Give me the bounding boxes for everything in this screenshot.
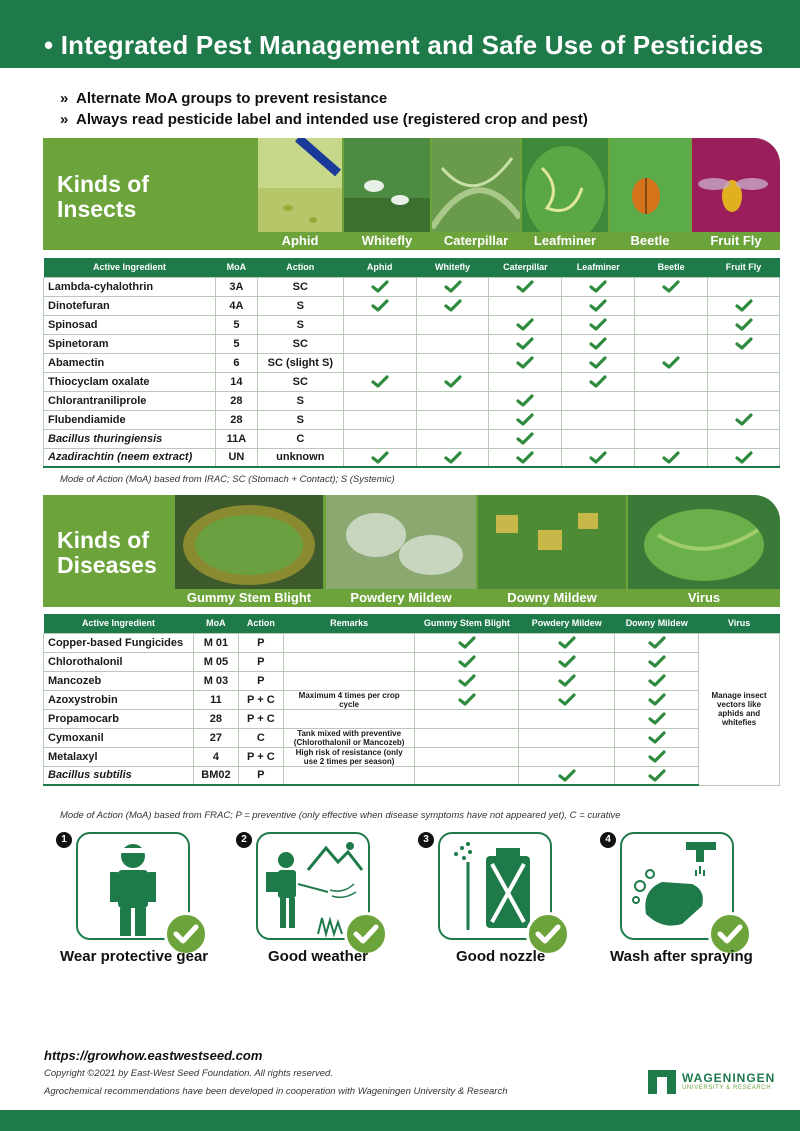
photo-label: Downy Mildew [478, 589, 626, 607]
check-icon [648, 674, 666, 686]
moa-cell: UN [215, 448, 257, 467]
active-ingredient-cell: Metalaxyl [44, 747, 194, 766]
diseases-table [43, 614, 780, 786]
check-icon [648, 731, 666, 743]
moa-cell: M 05 [193, 652, 238, 671]
check-cell [416, 410, 489, 429]
moa-cell: 3A [215, 277, 257, 296]
check-cell [519, 690, 615, 709]
check-cell [416, 334, 489, 353]
table-row [44, 747, 780, 766]
check-cell [635, 334, 708, 353]
table-row [44, 410, 780, 429]
table-row [44, 728, 780, 747]
footer-copyright: Copyright ©2021 by East-West Seed Foundation. All rights reserved. [44, 1068, 333, 1079]
step-number: 3 [418, 832, 434, 848]
check-icon [558, 693, 576, 705]
moa-cell: 6 [215, 353, 257, 372]
check-cell [708, 410, 780, 429]
diseases-title-line2: Diseases [57, 552, 157, 578]
active-ingredient-cell: Azoxystrobin [44, 690, 194, 709]
moa-cell: 4A [215, 296, 257, 315]
check-icon [371, 280, 389, 292]
check-icon [558, 655, 576, 667]
step-number: 2 [236, 832, 252, 848]
check-cell [562, 315, 635, 334]
table-row [44, 652, 780, 671]
check-cell [519, 766, 615, 785]
photo-virus [628, 495, 780, 607]
action-cell: SC [257, 277, 343, 296]
check-icon [589, 318, 607, 330]
tip-item [60, 88, 588, 109]
active-ingredient-cell: Cymoxanil [44, 728, 194, 747]
table-row [44, 766, 780, 785]
check-cell [519, 671, 615, 690]
photo-leafminer [522, 138, 608, 250]
check-cell [343, 353, 416, 372]
col-header: Caterpillar [489, 258, 562, 277]
photo-label: Virus [628, 589, 780, 607]
moa-cell: 28 [193, 709, 238, 728]
check-icon [735, 413, 753, 425]
check-icon [648, 693, 666, 705]
active-ingredient-cell: Dinotefuran [44, 296, 216, 315]
action-cell: P + C [238, 709, 283, 728]
check-cell [615, 728, 699, 747]
step-wash-after-spraying [600, 832, 753, 968]
check-icon [589, 356, 607, 368]
photo-label: Caterpillar [432, 232, 520, 250]
virus-note-cell: Manage insect vectors like aphids and whitefies [699, 633, 780, 785]
check-cell [519, 747, 615, 766]
active-ingredient-cell: Copper-based Fungicides [44, 633, 194, 652]
table-row [44, 334, 780, 353]
action-cell: S [257, 315, 343, 334]
col-header: Powdery Mildew [519, 614, 615, 633]
check-cell [708, 315, 780, 334]
check-cell [415, 728, 519, 747]
check-icon [516, 337, 534, 349]
active-ingredient-cell: Flubendiamide [44, 410, 216, 429]
check-cell [562, 277, 635, 296]
check-cell [615, 633, 699, 652]
action-cell: P [238, 671, 283, 690]
photo-label: Gummy Stem Blight [175, 589, 323, 607]
active-ingredient-cell: Abamectin [44, 353, 216, 372]
check-icon [662, 451, 680, 463]
check-cell [562, 353, 635, 372]
col-header: Action [257, 258, 343, 277]
check-icon [458, 674, 476, 686]
check-cell [416, 296, 489, 315]
check-cell [615, 652, 699, 671]
col-header: Active Ingredient [44, 258, 216, 277]
insects-table [43, 258, 780, 468]
check-cell [343, 315, 416, 334]
moa-cell: 28 [215, 391, 257, 410]
remark-cell [283, 709, 415, 728]
table-row [44, 353, 780, 372]
moa-cell: 5 [215, 315, 257, 334]
action-cell: S [257, 296, 343, 315]
check-icon [371, 375, 389, 387]
check-cell [708, 448, 780, 467]
remark-cell [283, 671, 415, 690]
action-cell: P [238, 633, 283, 652]
wageningen-logo-mark-icon [648, 1070, 676, 1094]
check-icon [735, 451, 753, 463]
table-row [44, 633, 780, 652]
active-ingredient-cell: Azadirachtin (neem extract) [44, 448, 216, 467]
check-cell [343, 334, 416, 353]
col-header: Leafminer [562, 258, 635, 277]
diseases-note: Mode of Action (MoA) based from FRAC; P = preventive (only effective when disease symptoms have not appeared yet), C = curative [60, 810, 621, 821]
check-icon [662, 356, 680, 368]
check-cell [343, 296, 416, 315]
check-cell [489, 391, 562, 410]
tip-bullet: » [60, 111, 69, 128]
insects-note: Mode of Action (MoA) based from IRAC; SC (Stomach + Contact); S (Systemic) [60, 474, 395, 485]
check-cell [343, 372, 416, 391]
page-title: • Integrated Pest Management and Safe Use of Pesticides [44, 30, 764, 60]
check-cell [635, 448, 708, 467]
check-icon [516, 394, 534, 406]
check-cell [489, 315, 562, 334]
action-cell: SC [257, 372, 343, 391]
action-cell: P [238, 766, 283, 785]
wageningen-logo [648, 1070, 788, 1096]
photo-caterpillar [432, 138, 520, 250]
check-cell [416, 353, 489, 372]
moa-cell: 28 [215, 410, 257, 429]
check-cell [416, 315, 489, 334]
step-caption: Good nozzle [456, 948, 546, 965]
check-icon [444, 280, 462, 292]
photo-gummy-stem-blight [175, 495, 323, 607]
check-cell [635, 410, 708, 429]
col-header: Remarks [283, 614, 415, 633]
check-cell [615, 747, 699, 766]
photo-label: Fruit Fly [692, 232, 780, 250]
check-cell [708, 277, 780, 296]
check-cell [489, 448, 562, 467]
photo-beetle [610, 138, 690, 250]
footer-cooperation: Agrochemical recommendations have been developed in cooperation with Wageningen University & Research [44, 1086, 508, 1097]
check-cell [519, 709, 615, 728]
active-ingredient-cell: Spinetoram [44, 334, 216, 353]
check-cell [562, 448, 635, 467]
col-header: Action [238, 614, 283, 633]
photo-label: Whitefly [344, 232, 430, 250]
check-cell [416, 391, 489, 410]
action-cell: SC (slight S) [257, 353, 343, 372]
step-caption: Good weather [268, 948, 369, 965]
photo-label: Powdery Mildew [326, 589, 476, 607]
check-cell [562, 429, 635, 448]
check-cell [489, 277, 562, 296]
insects-title-line2: Insects [57, 196, 137, 222]
action-cell: P + C [238, 690, 283, 709]
active-ingredient-cell: Bacillus subtilis [44, 766, 194, 785]
active-ingredient-cell: Lambda-cyhalothrin [44, 277, 216, 296]
tips-list [60, 88, 588, 130]
active-ingredient-cell: Spinosad [44, 315, 216, 334]
check-cell [519, 633, 615, 652]
active-ingredient-cell: Bacillus thuringiensis [44, 429, 216, 448]
insects-table-header [44, 258, 780, 277]
check-cell [416, 429, 489, 448]
table-row [44, 671, 780, 690]
check-cell [615, 709, 699, 728]
check-cell [489, 353, 562, 372]
check-cell [615, 671, 699, 690]
check-cell [343, 277, 416, 296]
check-cell [415, 652, 519, 671]
step-protective-gear [56, 832, 209, 968]
moa-cell: 14 [215, 372, 257, 391]
check-icon [516, 413, 534, 425]
check-cell [415, 766, 519, 785]
table-row [44, 690, 780, 709]
action-cell: SC [257, 334, 343, 353]
col-header: Whitefly [416, 258, 489, 277]
action-cell: P + C [238, 747, 283, 766]
check-cell [708, 372, 780, 391]
moa-cell: 4 [193, 747, 238, 766]
footer-bar [0, 1110, 800, 1131]
step-caption: Wash after spraying [610, 948, 753, 965]
check-cell [562, 410, 635, 429]
table-row [44, 296, 780, 315]
check-icon [444, 451, 462, 463]
action-cell: S [257, 391, 343, 410]
check-cell [708, 296, 780, 315]
check-cell [635, 391, 708, 410]
check-icon [444, 299, 462, 311]
check-cell [708, 391, 780, 410]
check-cell [343, 429, 416, 448]
check-cell [489, 429, 562, 448]
check-icon [735, 337, 753, 349]
check-icon [648, 636, 666, 648]
check-icon [735, 299, 753, 311]
col-header: Aphid [343, 258, 416, 277]
step-number: 4 [600, 832, 616, 848]
check-cell [489, 334, 562, 353]
check-icon [516, 280, 534, 292]
check-icon [589, 375, 607, 387]
tip-item [60, 109, 588, 130]
footer-url-link[interactable]: https://growhow.eastwestseed.com [44, 1048, 263, 1063]
action-cell: C [257, 429, 343, 448]
check-cell [562, 296, 635, 315]
remark-cell: High risk of resistance (only use 2 times per season) [283, 747, 415, 766]
active-ingredient-cell: Propamocarb [44, 709, 194, 728]
diseases-table-header [44, 614, 780, 633]
col-header: Virus [699, 614, 780, 633]
check-cell [343, 410, 416, 429]
diseases-title [57, 528, 157, 578]
check-icon [558, 636, 576, 648]
photo-aphid [258, 138, 342, 250]
moa-cell: BM02 [193, 766, 238, 785]
active-ingredient-cell: Mancozeb [44, 671, 194, 690]
check-icon [444, 375, 462, 387]
check-cell [343, 391, 416, 410]
moa-cell: 5 [215, 334, 257, 353]
check-cell [562, 372, 635, 391]
check-icon [371, 299, 389, 311]
col-header: Active Ingredient [44, 614, 194, 633]
check-cell [416, 448, 489, 467]
moa-cell: M 03 [193, 671, 238, 690]
col-header: Beetle [635, 258, 708, 277]
col-header: Fruit Fly [708, 258, 780, 277]
check-cell [562, 334, 635, 353]
tip-bullet: » [60, 90, 69, 107]
check-cell [415, 633, 519, 652]
moa-cell: M 01 [193, 633, 238, 652]
active-ingredient-cell: Chlorothalonil [44, 652, 194, 671]
check-cell [635, 353, 708, 372]
photo-fruit-fly [692, 138, 780, 250]
check-cell [615, 766, 699, 785]
check-cell [635, 296, 708, 315]
check-cell [562, 391, 635, 410]
check-icon [458, 655, 476, 667]
table-row [44, 315, 780, 334]
photo-downy-mildew [478, 495, 626, 607]
insects-title [57, 172, 149, 222]
table-row [44, 709, 780, 728]
check-cell [708, 353, 780, 372]
action-cell: P [238, 652, 283, 671]
remark-cell [283, 766, 415, 785]
check-cell [416, 372, 489, 391]
check-cell [415, 671, 519, 690]
remark-cell: Tank mixed with preventive (Chlorothalonil or Mancozeb) [283, 728, 415, 747]
remark-cell: Maximum 4 times per crop cycle [283, 690, 415, 709]
action-cell: unknown [257, 448, 343, 467]
remark-cell [283, 652, 415, 671]
col-header: MoA [193, 614, 238, 633]
check-cell [635, 315, 708, 334]
col-header: Gummy Stem Blight [415, 614, 519, 633]
check-cell [343, 448, 416, 467]
tip-text: Always read pesticide label and intended use (registered crop and pest) [76, 111, 588, 128]
check-icon [589, 337, 607, 349]
check-cell [519, 728, 615, 747]
photo-label: Beetle [610, 232, 690, 250]
active-ingredient-cell: Chlorantraniliprole [44, 391, 216, 410]
table-row [44, 429, 780, 448]
step-good-nozzle [418, 832, 558, 968]
col-header: MoA [215, 258, 257, 277]
check-icon [735, 318, 753, 330]
table-row [44, 277, 780, 296]
check-cell [635, 372, 708, 391]
check-icon [648, 750, 666, 762]
check-icon [589, 299, 607, 311]
check-cell [415, 747, 519, 766]
step-good-weather [236, 832, 376, 968]
check-cell [635, 277, 708, 296]
logo-subtitle: UNIVERSITY & RESEARCH [682, 1085, 772, 1091]
table-row [44, 391, 780, 410]
action-cell: S [257, 410, 343, 429]
check-cell [519, 652, 615, 671]
col-header: Downy Mildew [615, 614, 699, 633]
moa-cell: 11A [215, 429, 257, 448]
check-cell [635, 429, 708, 448]
moa-cell: 11 [193, 690, 238, 709]
check-cell [415, 690, 519, 709]
check-cell [489, 410, 562, 429]
check-cell [708, 429, 780, 448]
photo-powdery-mildew [326, 495, 476, 607]
check-icon [516, 451, 534, 463]
check-icon [648, 712, 666, 724]
photo-label: Aphid [258, 232, 342, 250]
check-icon [589, 451, 607, 463]
check-icon [648, 655, 666, 667]
logo-name: WAGENINGEN [682, 1071, 776, 1085]
check-icon [458, 636, 476, 648]
check-cell [489, 296, 562, 315]
check-cell [489, 372, 562, 391]
step-caption: Wear protective gear [60, 948, 209, 965]
insects-title-line1: Kinds of [57, 171, 149, 197]
check-icon [558, 674, 576, 686]
photo-whitefly [344, 138, 430, 250]
remark-cell [283, 633, 415, 652]
table-row [44, 448, 780, 467]
moa-cell: 27 [193, 728, 238, 747]
action-cell: C [238, 728, 283, 747]
check-cell [615, 690, 699, 709]
check-icon [458, 693, 476, 705]
check-icon [516, 356, 534, 368]
tip-text: Alternate MoA groups to prevent resistance [76, 90, 388, 107]
check-icon [648, 769, 666, 781]
check-icon [516, 432, 534, 444]
active-ingredient-cell: Thiocyclam oxalate [44, 372, 216, 391]
check-icon [662, 280, 680, 292]
check-cell [708, 334, 780, 353]
check-icon [589, 280, 607, 292]
check-icon [558, 769, 576, 781]
step-number: 1 [56, 832, 72, 848]
diseases-title-line1: Kinds of [57, 527, 149, 553]
check-cell [415, 709, 519, 728]
check-icon [371, 451, 389, 463]
check-icon [516, 318, 534, 330]
check-cell [416, 277, 489, 296]
photo-label: Leafminer [522, 232, 608, 250]
table-row [44, 372, 780, 391]
